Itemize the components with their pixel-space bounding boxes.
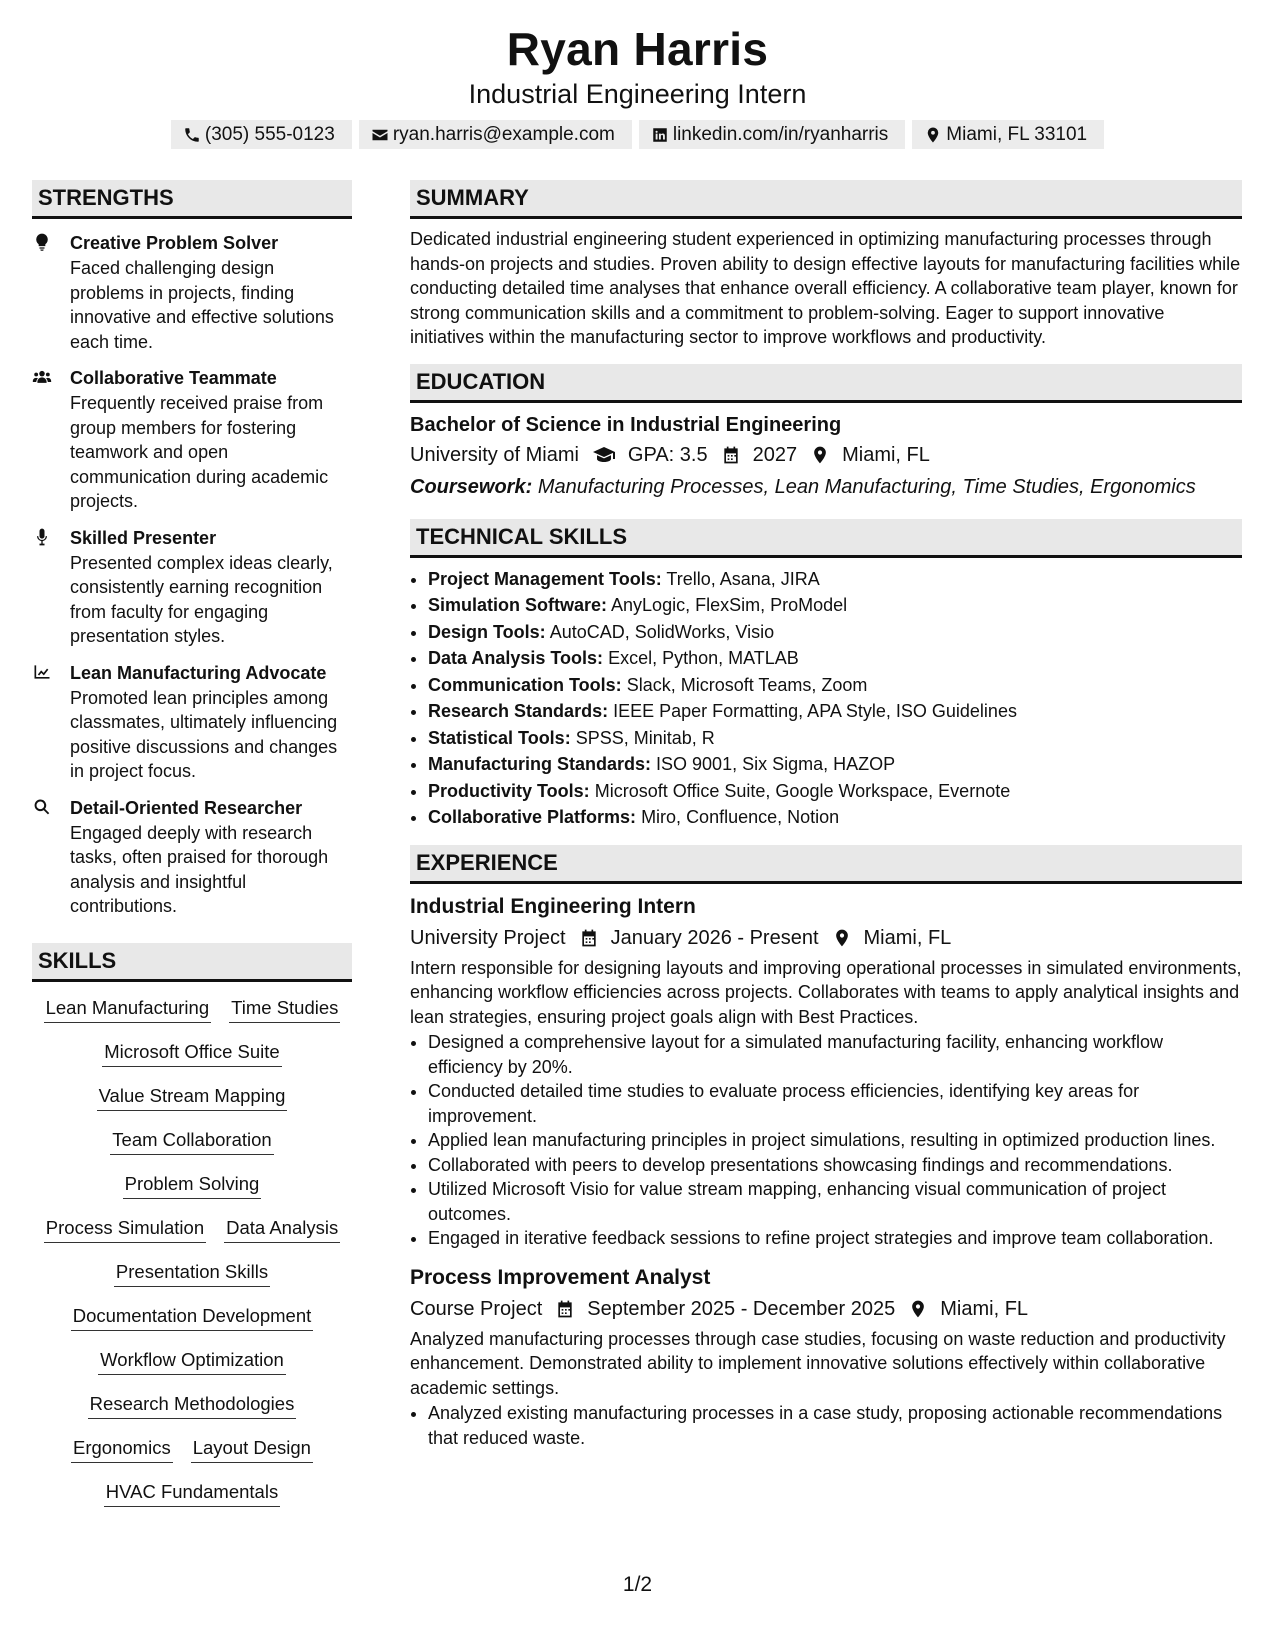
gpa-text: GPA: 3.5 [627, 443, 708, 466]
list-item [428, 566, 1242, 593]
job-meta [410, 922, 1242, 954]
map-pin-icon [810, 445, 830, 465]
coursework-label: Coursework: [410, 475, 533, 498]
tech-skill-value: AnyLogic, FlexSim, ProModel [611, 595, 848, 615]
list-item: • Utilized Microsoft Visio for value stream mapping, enhancing visual communication of project outcomes. [428, 1177, 1242, 1226]
degree-title: Bachelor of Science in Industrial Engineering [410, 413, 842, 436]
envelope-icon [371, 126, 389, 144]
tech-skill-value: Miro, Confluence, Notion [641, 807, 840, 827]
job-org: University Project [410, 926, 566, 949]
contact-linkedin-text: linkedin.com/in/ryanharris [672, 124, 889, 145]
list-item [428, 619, 1242, 646]
skills-heading: SKILLS [32, 943, 352, 982]
list-item [428, 751, 1242, 778]
linkedin-icon [651, 126, 669, 144]
strength-item [32, 231, 352, 354]
skill-tag: Documentation Development [71, 1304, 314, 1331]
tech-skill-value: Microsoft Office Suite, Google Workspace, Evernote [594, 780, 1011, 801]
strength-item [32, 366, 352, 514]
job-summary: Intern responsible for designing layouts and improving operational processes in simulated environments, enhancing workflow efficiencies across projects. Collaborates with teams to apply analytical insights and lean strategies, ensuring project goals align with Best Practices. [410, 957, 1242, 1027]
skill-tag: HVAC Fundamentals [104, 1480, 280, 1507]
job-bullets [410, 1401, 1242, 1450]
microphone-icon [32, 527, 52, 547]
list-item: • Applied lean manufacturing principles in project simulations, resulting in optimized production lines. [428, 1128, 1242, 1153]
tech-skill-value: SPSS, Minitab, R [575, 727, 715, 748]
contact-location-text: Miami, FL 33101 [946, 124, 1088, 145]
skill-tag: Microsoft Office Suite [102, 1040, 281, 1067]
tech-skill-label: Project Management Tools: [428, 568, 662, 589]
contact-email[interactable] [359, 120, 632, 149]
job-location: Miami, FL [863, 926, 952, 949]
job-entry [410, 1263, 1242, 1451]
strength-desc: Presented complex ideas clearly, consistently earning recognition from faculty for engaging presentation styles. [70, 552, 333, 646]
graduation-cap-icon [592, 443, 616, 467]
job-title: Industrial Engineering Intern [410, 894, 696, 918]
coursework [410, 471, 1242, 503]
list-item [428, 778, 1242, 805]
map-pin-icon [832, 928, 852, 948]
skills-list [32, 996, 352, 1507]
users-icon [32, 367, 52, 387]
experience-heading: EXPERIENCE [410, 845, 1242, 884]
list-item [428, 698, 1242, 725]
job-bullets [410, 1030, 1242, 1251]
school-name: University of Miami [410, 443, 579, 466]
list-item [428, 592, 1242, 619]
strength-item [32, 526, 352, 649]
page-number: 1/2 [622, 1573, 653, 1596]
right-column [410, 180, 1242, 1450]
technical-skills-list [410, 566, 1242, 831]
resume-header [0, 0, 1275, 149]
list-item: • Analyzed existing manufacturing processes in a case study, proposing actionable recommendations that reduced waste. [428, 1401, 1242, 1450]
strength-desc: Engaged deeply with research tasks, often praised for thorough analysis and insightful contributions. [70, 822, 329, 916]
strength-item [32, 661, 352, 784]
grad-year: 2027 [752, 443, 798, 466]
skill-tag: Value Stream Mapping [97, 1084, 288, 1111]
strength-title: Detail-Oriented Researcher [70, 797, 303, 818]
job-location: Miami, FL [940, 1297, 1029, 1320]
tech-skill-label: Productivity Tools: [428, 780, 590, 801]
search-icon [32, 797, 52, 817]
tech-skill-value: IEEE Paper Formatting, APA Style, ISO Guidelines [613, 701, 1017, 721]
candidate-title: Industrial Engineering Intern [468, 79, 807, 109]
skill-tag: Presentation Skills [114, 1260, 270, 1287]
summary-text: Dedicated industrial engineering student experienced in optimizing manufacturing processes through hands-on projects and studies. Proven ability to design effective layouts for manufacturing facilities while conducting detailed time analyses that enhance overall efficiency. A collaborative team player, known for strong communication skills and a commitment to problem-solving. Eager to support innovative initiatives within the manufacturing sector to improve workflows and productivity. [410, 229, 1241, 347]
tech-skill-label: Communication Tools: [428, 674, 622, 695]
job-meta [410, 1293, 1242, 1325]
contact-bar [0, 120, 1275, 149]
contact-linkedin[interactable] [639, 120, 905, 149]
contact-phone-text: (305) 555-0123 [204, 124, 335, 145]
contact-phone [171, 120, 352, 149]
tech-skill-label: Simulation Software: [428, 595, 608, 615]
strength-title: Lean Manufacturing Advocate [70, 662, 327, 683]
strength-item [32, 796, 352, 919]
tech-skill-label: Design Tools: [428, 621, 546, 642]
skill-tag: Layout Design [191, 1436, 313, 1463]
strength-title: Skilled Presenter [70, 527, 217, 548]
job-dates: January 2026 - Present [610, 926, 819, 949]
strength-title: Creative Problem Solver [70, 233, 279, 253]
contact-email-text: ryan.harris@example.com [392, 124, 615, 145]
education-meta [410, 439, 1242, 471]
skill-tag: Problem Solving [123, 1172, 262, 1199]
tech-skill-value: AutoCAD, SolidWorks, Visio [549, 621, 775, 642]
tech-skill-label: Research Standards: [428, 701, 609, 721]
skill-tag: Process Simulation [44, 1216, 206, 1243]
list-item [428, 725, 1242, 752]
tech-skill-label: Collaborative Platforms: [428, 807, 637, 827]
skill-tag: Lean Manufacturing [44, 996, 212, 1023]
contact-location [912, 120, 1104, 149]
list-item: • Collaborated with peers to develop presentations showcasing findings and recommendations. [428, 1153, 1242, 1178]
tech-skill-value: Excel, Python, MATLAB [608, 648, 799, 668]
map-pin-icon [908, 1299, 928, 1319]
tech-skill-label: Statistical Tools: [428, 727, 571, 748]
list-item: • Conducted detailed time studies to evaluate process efficiencies, identifying key areas for improvement. [428, 1079, 1242, 1128]
tech-skill-label: Manufacturing Standards: [428, 754, 652, 774]
tech-skill-value: Trello, Asana, JIRA [666, 568, 820, 589]
skill-tag: Data Analysis [224, 1216, 340, 1243]
lightbulb-icon [32, 232, 52, 252]
skill-tag: Team Collaboration [110, 1128, 273, 1155]
strength-title: Collaborative Teammate [70, 368, 277, 388]
map-pin-icon [924, 126, 942, 144]
tech-skill-label: Data Analysis Tools: [428, 648, 604, 668]
list-item: • Engaged in iterative feedback sessions to refine project strategies and improve team collaboration. [428, 1226, 1242, 1251]
list-item [428, 645, 1242, 672]
list-item: • Designed a comprehensive layout for a simulated manufacturing facility, enhancing workflow efficiency by 20%. [428, 1030, 1242, 1079]
calendar-icon [579, 928, 599, 948]
coursework-list: Manufacturing Processes, Lean Manufacturing, Time Studies, Ergonomics [537, 475, 1196, 498]
skill-tag: Time Studies [229, 996, 340, 1023]
job-title: Process Improvement Analyst [410, 1265, 711, 1289]
technical-skills-heading: TECHNICAL SKILLS [410, 519, 1242, 558]
candidate-name: Ryan Harris [506, 23, 769, 75]
phone-icon [183, 126, 201, 144]
calendar-icon [555, 1299, 575, 1319]
tech-skill-value: Slack, Microsoft Teams, Zoom [626, 674, 868, 695]
school-location: Miami, FL [842, 443, 930, 466]
chart-line-icon [32, 662, 52, 682]
strengths-heading: STRENGTHS [32, 180, 352, 219]
education-heading: EDUCATION [410, 364, 1242, 403]
left-column [32, 180, 352, 1507]
job-summary: Analyzed manufacturing processes through case studies, focusing on waste reduction and productivity enhancement. Demonstrated ability to implement innovative solutions effectively within collaborative academic settings. [410, 1328, 1226, 1398]
list-item [428, 672, 1242, 699]
tech-skill-value: ISO 9001, Six Sigma, HAZOP [656, 754, 896, 774]
skill-tag: Research Methodologies [88, 1392, 297, 1419]
skill-tag: Workflow Optimization [98, 1348, 286, 1375]
job-entry [410, 892, 1242, 1251]
summary-heading: SUMMARY [410, 180, 1242, 219]
strength-desc: Faced challenging design problems in projects, finding innovative and effective solutions each time. [70, 258, 334, 352]
skill-tag: Ergonomics [71, 1436, 173, 1463]
strength-desc: Frequently received praise from group members for fostering teamwork and open communication during academic projects. [70, 393, 329, 511]
strength-desc: Promoted lean principles among classmates, ultimately influencing positive discussions and changes in project focus. [70, 687, 338, 781]
calendar-icon [721, 445, 741, 465]
job-org: Course Project [410, 1297, 543, 1320]
list-item [428, 804, 1242, 831]
job-dates: September 2025 - December 2025 [587, 1297, 896, 1320]
